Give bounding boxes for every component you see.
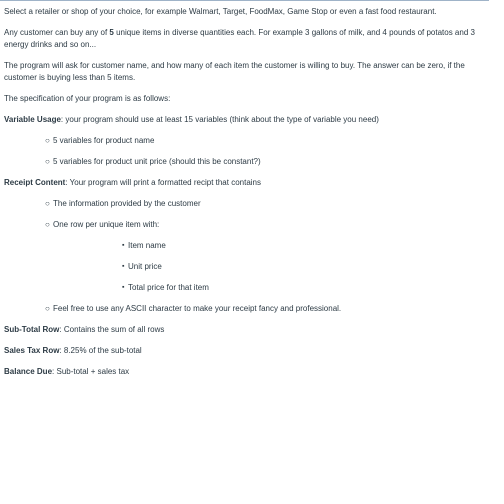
sales-tax-label: Sales Tax Row bbox=[4, 346, 60, 355]
list-item bbox=[4, 135, 494, 147]
balance-due-label: Balance Due bbox=[4, 367, 53, 376]
list-item bbox=[53, 282, 494, 294]
balance-due-row bbox=[4, 366, 494, 378]
list-item bbox=[4, 198, 494, 210]
square-bullet-icon: ▪ bbox=[122, 242, 125, 249]
intro-items-pre: Any customer can buy any of bbox=[4, 28, 110, 37]
variable-usage-heading bbox=[4, 114, 494, 126]
receipt-content-text: : Your program will print a formatted recipt that contains bbox=[65, 178, 261, 187]
receipt-field-unit-price: Unit price bbox=[128, 262, 162, 271]
receipt-row-fields-list bbox=[53, 240, 494, 294]
sales-tax-row bbox=[4, 345, 494, 357]
variable-usage-item-2: 5 variables for product unit price (should this be constant?) bbox=[53, 157, 261, 166]
assignment-document bbox=[4, 6, 494, 387]
square-bullet-icon: ▪ bbox=[122, 284, 125, 291]
circle-bullet-icon: ○ bbox=[45, 220, 50, 229]
receipt-content-item-3: Feel free to use any ASCII character to make your receipt fancy and professional. bbox=[53, 304, 342, 313]
intro-items-post: unique items in diverse quantities each. For example 3 gallons of milk, and 4 pounds of potatos and 3 energy drinks and so on... bbox=[4, 28, 475, 49]
receipt-content-label: Receipt Content bbox=[4, 178, 66, 187]
balance-due-text: : Sub-total + sales tax bbox=[52, 367, 130, 376]
intro-paragraph-spec: The specification of your program is as follows: bbox=[4, 94, 171, 103]
list-item bbox=[4, 219, 494, 294]
circle-bullet-icon: ○ bbox=[45, 136, 50, 145]
list-item bbox=[4, 303, 494, 315]
circle-bullet-icon: ○ bbox=[45, 304, 50, 313]
subtotal-label: Sub-Total Row bbox=[4, 325, 60, 334]
list-item bbox=[53, 240, 494, 252]
intro-paragraph-program: The program will ask for customer name, and how many of each item the customer is willing to buy. The answer can be zero, if the customer is buying less than 5 items. bbox=[4, 61, 465, 82]
receipt-content-heading bbox=[4, 177, 494, 189]
variable-usage-label: Variable Usage bbox=[4, 115, 61, 124]
receipt-field-item-name: Item name bbox=[128, 241, 166, 250]
variable-usage-item-1: 5 variables for product name bbox=[53, 136, 155, 145]
receipt-content-item-1: The information provided by the customer bbox=[53, 199, 201, 208]
subtotal-text: : Contains the sum of all rows bbox=[59, 325, 165, 334]
intro-paragraph-items bbox=[4, 27, 494, 51]
variable-usage-text: : your program should use at least 15 variables (think about the type of variable you need) bbox=[60, 115, 379, 124]
list-item bbox=[4, 156, 494, 168]
square-bullet-icon: ▪ bbox=[122, 263, 125, 270]
sales-tax-text: : 8.25% of the sub-total bbox=[59, 346, 142, 355]
receipt-content-item-2: One row per unique item with: bbox=[53, 220, 160, 229]
receipt-content-list bbox=[4, 198, 494, 315]
list-item bbox=[53, 261, 494, 273]
intro-paragraph-retailer: Select a retailer or shop of your choice, for example Walmart, Target, FoodMax, Game Stop or even a fast food restaurant. bbox=[4, 7, 437, 16]
top-divider bbox=[0, 0, 489, 1]
circle-bullet-icon: ○ bbox=[45, 199, 50, 208]
intro-items-count: 5 bbox=[109, 28, 114, 37]
circle-bullet-icon: ○ bbox=[45, 157, 50, 166]
subtotal-row bbox=[4, 324, 494, 336]
receipt-field-total-price: Total price for that item bbox=[128, 283, 209, 292]
variable-usage-list bbox=[4, 135, 494, 168]
